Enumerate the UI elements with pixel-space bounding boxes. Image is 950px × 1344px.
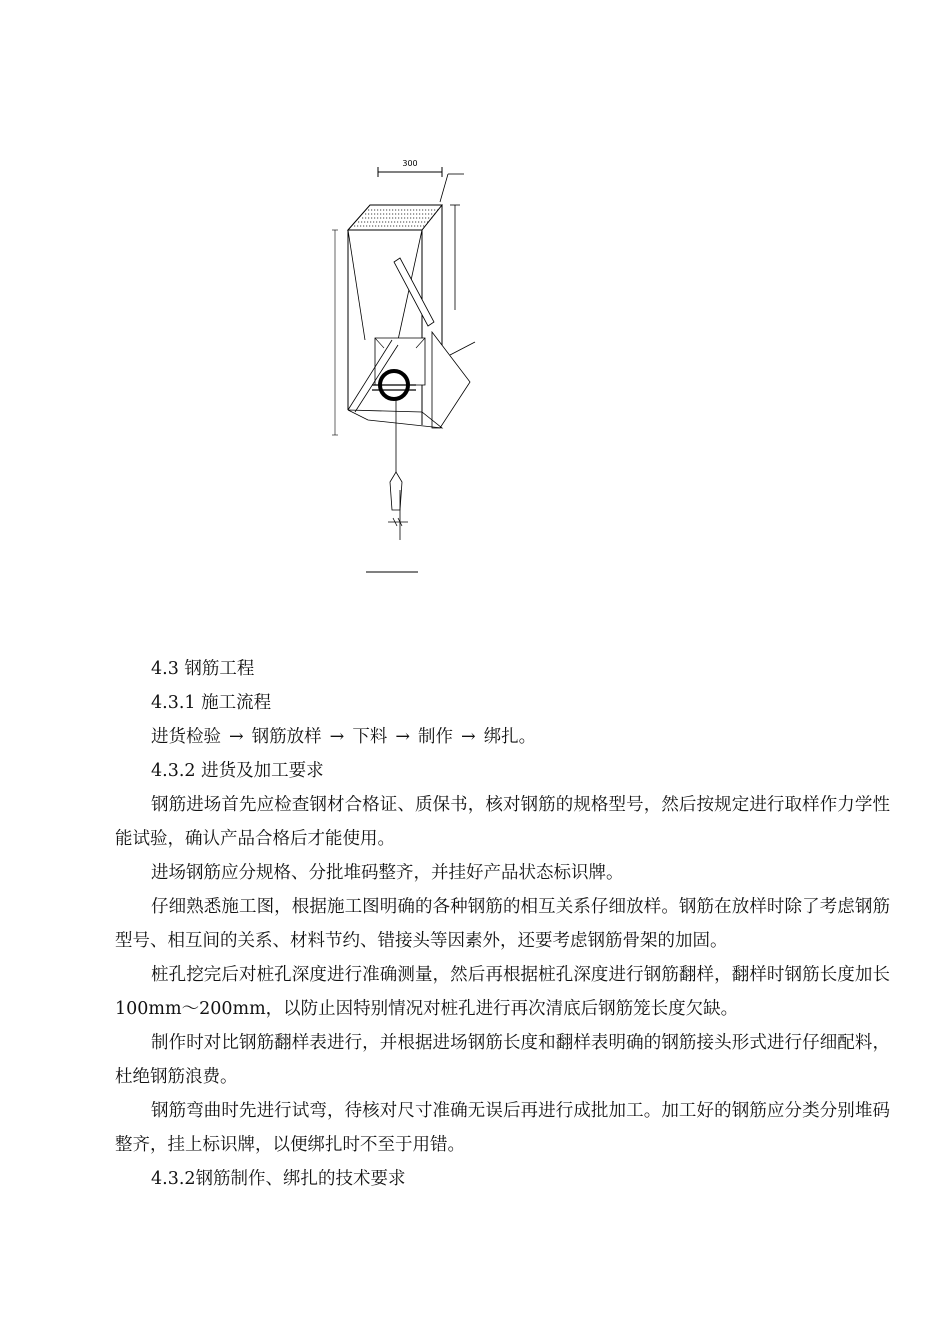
top-dim-label: 300 (402, 159, 418, 168)
paragraph-1: 钢筋进场首先应检查钢材合格证、质保书，核对钢筋的规格型号，然后按规定进行取样作力学性能试验，确认产品合格后才能使用。 (115, 795, 890, 849)
flow-step-5: 绑扎。 (483, 727, 537, 747)
document-body (115, 652, 890, 1196)
process-flow (115, 720, 890, 754)
paragraph-6: 钢筋弯曲时先进行试弯，待核对尺寸准确无误后再进行成批加工。加工好的钢筋应分类分别堆码整齐，挂上标识牌，以便绑扎时不至于用错。 (115, 1101, 890, 1155)
flow-arrow-icon: → (461, 727, 476, 747)
top-face (348, 205, 442, 230)
flow-step-1: 进货检验 (151, 727, 221, 747)
flow-step-2: 钢筋放样 (251, 727, 322, 747)
flow-step-4: 制作 (418, 727, 454, 747)
formwork-diagram (300, 150, 520, 590)
flow-step-3: 下料 (352, 727, 388, 747)
section-4-3-2-heading: 4.3.2 进货及加工要求 (151, 761, 324, 781)
flow-arrow-icon: → (395, 727, 411, 747)
paragraph-3: 仔细熟悉施工图，根据施工图明确的各种钢筋的相互关系仔细放样。钢筋在放样时除了考虑钢筋型号、相互间的关系、材料节约、错接头等因素外，还要考虑钢筋骨架的加固。 (115, 897, 890, 951)
paragraph-4: 桩孔挖完后对桩孔深度进行准确测量，然后再根据桩孔深度进行钢筋翻样，翻样时钢筋长度加长100mm～200mm，以防止因特别情况对桩孔进行再次清底后钢筋笼长度欠缺。 (115, 965, 890, 1019)
section-4-3-heading: 4.3 钢筋工程 (151, 659, 255, 679)
paragraph-5: 制作时对比钢筋翻样表进行，并根据进场钢筋长度和翻样表明确的钢筋接头形式进行仔细配料，杜绝钢筋浪费。 (115, 1033, 890, 1087)
paragraph-2: 进场钢筋应分规格、分批堆码整齐，并挂好产品状态标识牌。 (151, 863, 624, 883)
section-4-3-1-heading: 4.3.1 施工流程 (151, 693, 272, 713)
flow-arrow-icon: → (329, 727, 345, 747)
flow-arrow-icon: → (229, 727, 244, 747)
section-4-3-2b-heading: 4.3.2钢筋制作、绑扎的技术要求 (151, 1169, 406, 1189)
diagram-drawing (300, 150, 520, 590)
